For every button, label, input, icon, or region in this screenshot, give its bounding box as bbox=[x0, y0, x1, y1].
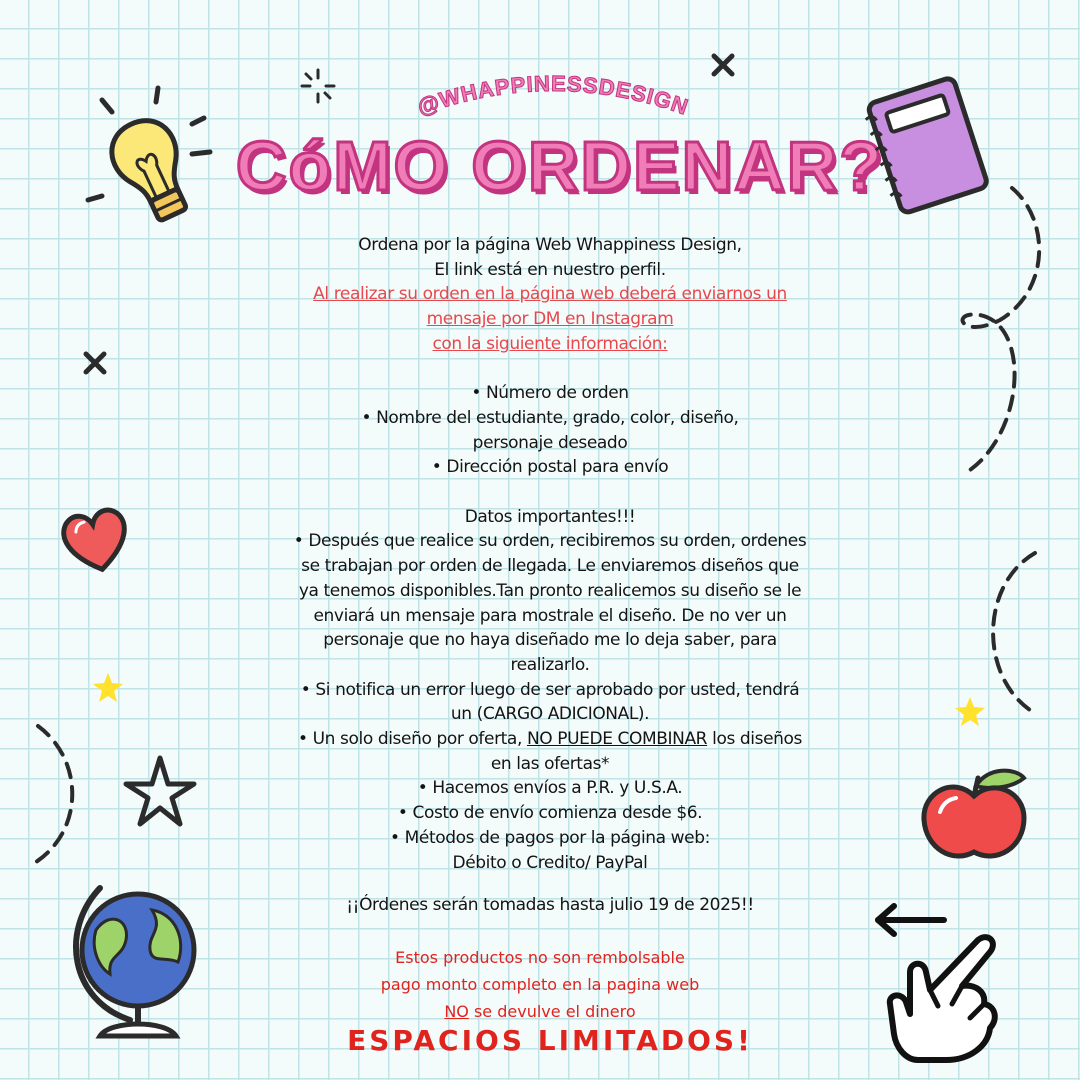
important-p3-line-2: en las ofertas* bbox=[490, 753, 610, 774]
dashed-swirl-icon bbox=[980, 545, 1060, 715]
heart-icon bbox=[56, 500, 136, 580]
important-p2-line: • Si notifica un error luego de ser aprobado por usted, tendrá bbox=[300, 679, 800, 700]
footer-line-3 bbox=[240, 998, 840, 1025]
limited-spaces: ESPACIOS LIMITADOS! bbox=[347, 1024, 753, 1057]
refund-policy bbox=[240, 944, 840, 1025]
apple-icon bbox=[916, 756, 1036, 866]
deadline-line: ¡¡Órdenes serán tomadas hasta julio 19 de 2025!! bbox=[346, 895, 754, 916]
swipe-hand-icon bbox=[866, 900, 1006, 1070]
important-p1-line: enviará un mensaje para mostrale el diseño. De no ver un bbox=[313, 605, 787, 626]
important-p3-line bbox=[245, 727, 855, 752]
sparkle-icon bbox=[298, 66, 338, 106]
svg-text:@WHAPPINESSDESIGN bbox=[414, 71, 692, 120]
cross-icon bbox=[706, 48, 740, 82]
notice-line-1: Al realizar su orden en la página web deberá enviarnos un bbox=[313, 284, 787, 305]
important-p1-line: ya tenemos disponibles.Tan pronto realicemos su diseño se le bbox=[298, 580, 802, 601]
intro-line-1: Ordena por la página Web Whappiness Design, bbox=[358, 235, 742, 255]
important-p1-line: realizarlo. bbox=[510, 654, 590, 675]
star-icon bbox=[952, 694, 988, 730]
important-p2-line: un (CARGO ADICIONAL). bbox=[450, 704, 650, 725]
footer-no: NO bbox=[444, 1002, 469, 1021]
handle-text: @WHAPPINESSDESIGN bbox=[414, 70, 692, 120]
lightbulb-icon bbox=[80, 80, 220, 240]
required-item: personaje deseado bbox=[472, 432, 628, 453]
handle-curved-text bbox=[408, 70, 698, 130]
dashed-swirl-icon bbox=[940, 180, 1060, 480]
star-icon bbox=[120, 752, 200, 832]
footer-line-3-rest: se devulve el dinero bbox=[473, 1002, 636, 1021]
p3-no-combine: NO PUEDE COMBINAR bbox=[526, 729, 708, 750]
notice-line-2: mensaje por DM en Instagram bbox=[426, 309, 674, 330]
page-title: CóMO ORDENAR? bbox=[235, 127, 885, 205]
star-icon bbox=[90, 670, 126, 706]
footer-line-1: Estos productos no son rembolsable bbox=[395, 948, 685, 967]
important-heading: Datos importantes!!! bbox=[464, 506, 636, 527]
instructions-block bbox=[245, 233, 855, 918]
intro-line-2: El link está en nuestro perfil. bbox=[434, 259, 666, 280]
important-p1-line: personaje que no haya diseñado me lo deja saber, para bbox=[323, 630, 777, 651]
footer-line-2: pago monto completo en la pagina web bbox=[380, 975, 700, 994]
required-item: • Dirección postal para envío bbox=[431, 457, 669, 478]
important-p1-line: se trabajan por orden de llegada. Le enviaremos diseños que bbox=[301, 556, 799, 577]
p3-suffix: los diseños bbox=[712, 729, 802, 750]
p3-prefix: • Un solo diseño por oferta, bbox=[298, 729, 522, 750]
shipping-line: • Hacemos envíos a P.R. y U.S.A. bbox=[417, 778, 683, 799]
payment-methods-line: • Métodos de pagos por la página web: bbox=[390, 827, 710, 848]
notice-line-3: con la siguiente información: bbox=[432, 333, 668, 354]
dashed-swirl-icon bbox=[24, 720, 94, 870]
required-item: • Número de orden bbox=[471, 383, 629, 404]
cross-icon bbox=[80, 348, 110, 378]
payment-methods-line-2: Débito o Credito/ PayPal bbox=[452, 852, 648, 873]
globe-icon bbox=[60, 870, 220, 1050]
shipping-cost-line: • Costo de envío comienza desde $6. bbox=[397, 803, 703, 824]
required-item: • Nombre del estudiante, grado, color, diseño, bbox=[361, 407, 739, 428]
important-p1-line: • Después que realice su orden, recibiremos su orden, ordenes bbox=[293, 531, 807, 552]
